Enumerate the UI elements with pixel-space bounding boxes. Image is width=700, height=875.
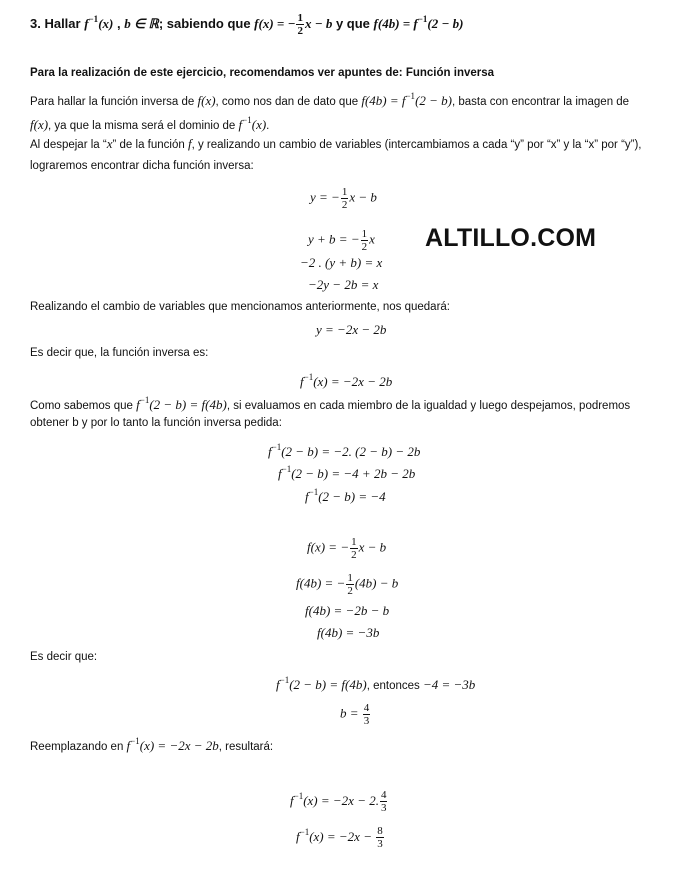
- text-run: , ya que la misma será el dominio de: [48, 120, 239, 132]
- superscript: −1: [303, 372, 314, 382]
- math-run: (x): [251, 117, 267, 132]
- math-run: (2 − b) = f(4b): [289, 677, 367, 692]
- text-run: Es decir que, la función inversa es:: [30, 347, 209, 359]
- text-run: 3. Hallar: [30, 16, 85, 31]
- text-line: [30, 298, 450, 316]
- numerator: 1: [351, 536, 357, 548]
- text-run: Al despejar la “: [30, 139, 107, 151]
- text-line: [268, 438, 420, 462]
- math-run: (2 − b) = −2. (2 − b) − 2b: [281, 444, 421, 459]
- math-run: b =: [340, 705, 362, 721]
- text-run: ,: [113, 16, 125, 31]
- math-run: (2 − b) = −4: [318, 489, 386, 504]
- text-line: [30, 391, 630, 415]
- math-run: −2y − 2b = x: [308, 277, 379, 292]
- numerator: 1: [347, 572, 353, 584]
- math-run: (x) = −2x − 2b: [139, 738, 219, 753]
- math-run: x − b: [358, 539, 387, 555]
- text-run: lograremos encontrar dicha función inversa:: [30, 160, 254, 172]
- numerator: 1: [341, 186, 348, 198]
- text-line: [308, 228, 375, 253]
- math-run: (4b) − b: [354, 575, 399, 591]
- superscript: −1: [281, 464, 292, 474]
- math-run: f: [296, 829, 300, 844]
- numerator: 4: [363, 702, 370, 714]
- superscript: −1: [405, 91, 416, 101]
- fraction: [380, 789, 388, 814]
- text-run: , resultará:: [218, 741, 274, 753]
- text-line: [30, 648, 97, 666]
- math-run: x − b: [349, 189, 377, 205]
- denominator: 3: [380, 802, 387, 815]
- text-line: [278, 460, 415, 484]
- fraction: [341, 186, 349, 211]
- math-run: f: [187, 136, 192, 151]
- fraction: [376, 825, 384, 850]
- math-run: x: [106, 136, 113, 151]
- math-run: f: [305, 489, 309, 504]
- math-run: b ∈ ℝ: [124, 16, 159, 31]
- text-line: [30, 414, 282, 432]
- text-run: Para la realización de este ejercicio, recomendamos ver apuntes de: Función inversa: [30, 67, 495, 79]
- text-run: , basta con encontrar la imagen de: [452, 96, 630, 108]
- superscript: −1: [88, 14, 99, 24]
- fraction: [350, 536, 358, 561]
- text-run: obtener b y por lo tanto la función inversa pedida:: [30, 417, 282, 429]
- math-run: −2 . (y + b) = x: [300, 255, 383, 270]
- section-heading: [30, 64, 494, 82]
- math-run: (x): [98, 16, 114, 31]
- math-run: f: [290, 793, 294, 808]
- text-run: , si evaluamos en cada miembro de la igualdad y luego despejamos, podremos: [226, 400, 631, 412]
- math-run: f(4b) = f: [361, 93, 406, 108]
- math-run: f: [268, 444, 272, 459]
- text-run: y que: [332, 16, 374, 31]
- denominator: 2: [361, 241, 368, 253]
- math-run: f: [278, 466, 282, 481]
- denominator: 3: [363, 715, 370, 727]
- text-line: [296, 572, 398, 597]
- superscript: −1: [271, 442, 282, 452]
- fraction: [361, 228, 369, 253]
- math-run: f: [84, 16, 89, 31]
- text-run: Reemplazando en: [30, 741, 127, 753]
- superscript: −1: [308, 487, 319, 497]
- math-run: y = −2x − 2b: [316, 322, 387, 337]
- exercise-title: [30, 10, 463, 37]
- math-run: f(x): [197, 93, 216, 108]
- text-line: [340, 702, 371, 727]
- numerator: 1: [297, 12, 303, 25]
- text-line: [30, 87, 629, 111]
- math-run: f: [276, 677, 280, 692]
- denominator: 2: [351, 549, 357, 561]
- math-run: (2 − b) = f(4b): [149, 397, 227, 412]
- text-run: , entonces: [366, 680, 423, 692]
- text-line: [30, 135, 642, 154]
- text-line: [296, 823, 385, 850]
- math-run: (x) = −2x − 2.: [303, 793, 379, 808]
- math-run: (2 − b) = −4 + 2b − 2b: [291, 466, 416, 481]
- text-line: [316, 321, 386, 340]
- text-line: [305, 483, 386, 507]
- text-run: Como sabemos que: [30, 400, 137, 412]
- numerator: 4: [380, 789, 387, 802]
- text-line: [30, 732, 273, 756]
- math-run: (2 − b): [427, 16, 464, 31]
- math-run: (2 − b): [415, 93, 452, 108]
- text-run: , y realizando un cambio de variables (intercambiamos a cada “y” por “x” y la “x” por “y”),: [191, 139, 642, 151]
- text-line: [30, 111, 269, 135]
- denominator: 2: [347, 585, 353, 597]
- math-run: (x) = −2x −: [309, 829, 376, 844]
- numerator: 1: [361, 228, 368, 240]
- math-run: f: [126, 738, 131, 753]
- math-run: f(4b) = −: [296, 575, 346, 591]
- math-run: f(4b) = f: [373, 16, 418, 31]
- fraction: [296, 12, 304, 37]
- text-run: , como nos dan de dato que: [215, 96, 362, 108]
- text-line: [30, 157, 254, 175]
- superscript: −1: [242, 115, 252, 125]
- text-line: [305, 602, 389, 621]
- math-run: y = −: [310, 189, 340, 205]
- text-run: .: [266, 120, 270, 132]
- text-run: Para hallar la función inversa de: [30, 96, 198, 108]
- altillo-logo: ALTILLO.COM: [425, 224, 597, 252]
- math-run: f: [238, 117, 243, 132]
- text-line: [317, 624, 379, 643]
- math-run: f(4b) = −2b − b: [305, 603, 390, 618]
- text-run: ; sabiendo que: [158, 16, 255, 31]
- math-run: y + b = −: [308, 231, 360, 247]
- math-run: f(x) = −: [307, 539, 350, 555]
- denominator: 2: [341, 199, 348, 211]
- math-run: f(x) = −: [254, 16, 296, 31]
- math-run: x − b: [304, 16, 333, 31]
- math-run: f(x): [30, 117, 49, 132]
- text-run: Es decir que:: [30, 651, 98, 663]
- text-run: ” de la función: [112, 139, 188, 151]
- superscript: −1: [299, 827, 310, 837]
- math-run: (x) = −2x − 2b: [313, 374, 393, 389]
- numerator: 8: [377, 825, 383, 838]
- text-line: [307, 536, 386, 561]
- math-run: f: [300, 374, 304, 389]
- superscript: −1: [293, 791, 304, 801]
- text-line: [30, 344, 208, 362]
- superscript: −1: [139, 395, 150, 405]
- text-line: [290, 787, 388, 814]
- text-run: Realizando el cambio de variables que mencionamos anteriormente, nos quedará:: [30, 301, 450, 313]
- math-run: x: [369, 231, 375, 247]
- text-line: [308, 276, 378, 295]
- math-run: f(4b) = −3b: [317, 625, 380, 640]
- text-line: [276, 671, 475, 695]
- text-line: [300, 368, 392, 392]
- math-run: f: [136, 397, 140, 412]
- fraction: [363, 702, 371, 727]
- fraction: [346, 572, 354, 597]
- math-run: −4 = −3b: [422, 677, 476, 692]
- text-line: [310, 186, 377, 211]
- superscript: −1: [130, 736, 140, 746]
- text-line: [300, 254, 382, 273]
- superscript: −1: [417, 14, 428, 24]
- denominator: 3: [377, 838, 383, 851]
- denominator: 2: [297, 25, 303, 38]
- superscript: −1: [279, 675, 290, 685]
